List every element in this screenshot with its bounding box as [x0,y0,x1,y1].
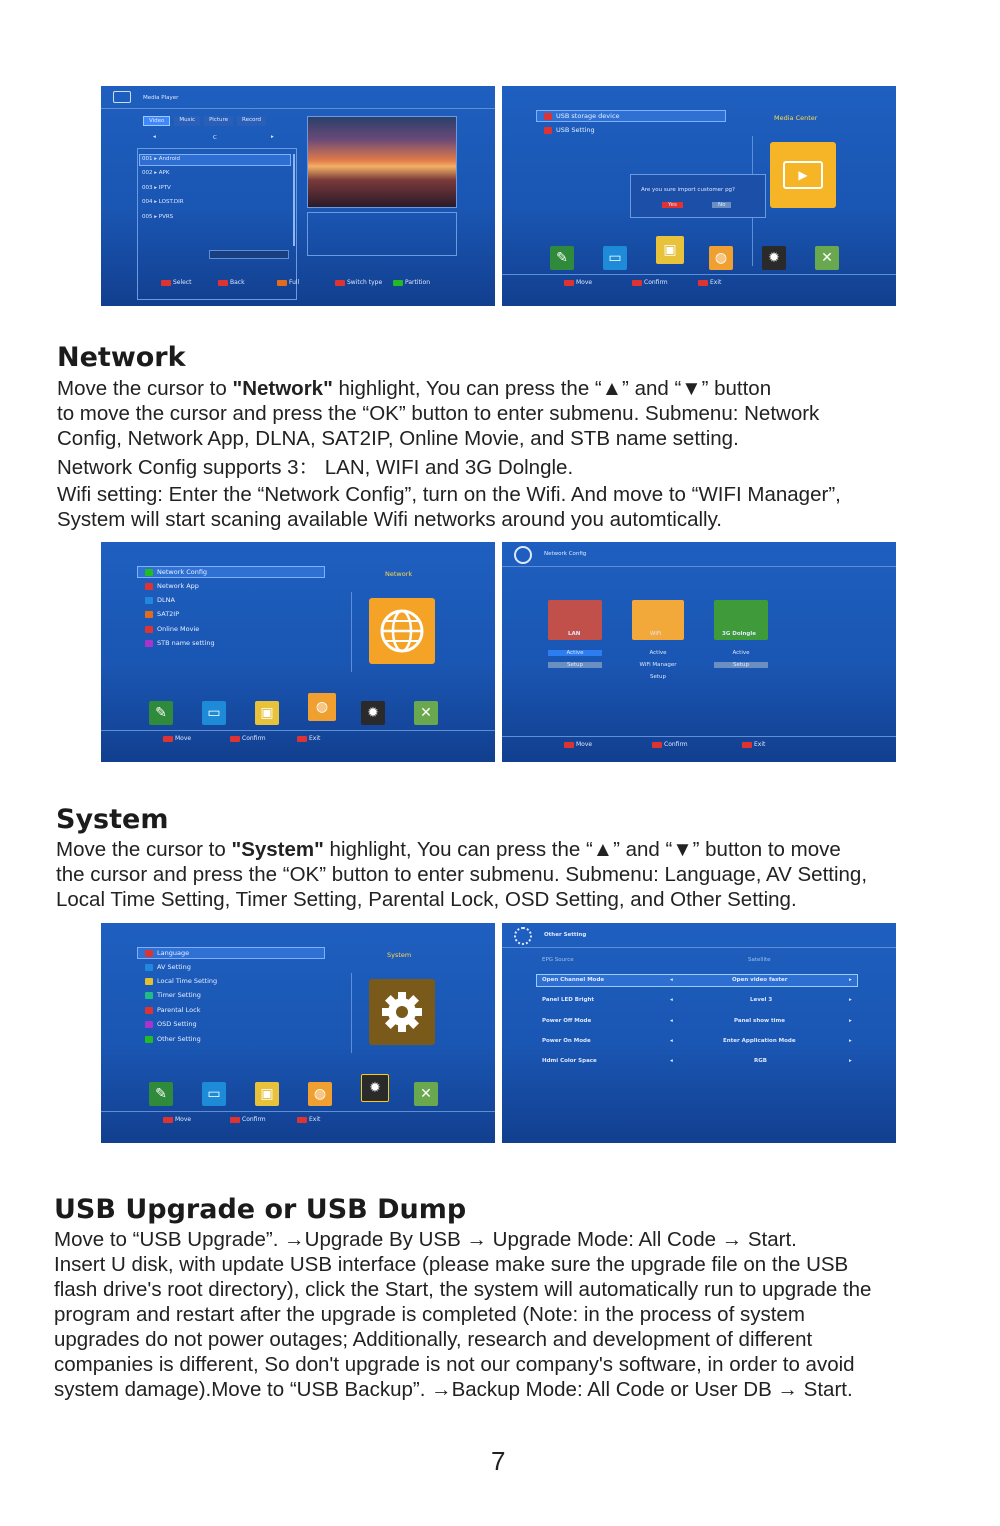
tv-icon[interactable]: ▭ [202,1082,226,1106]
menu-item-language[interactable]: Language [145,949,189,957]
network-line-3: Config, Network App, DLNA, SAT2IP, Online Movie, and STB name setting. [57,427,739,450]
footer-move: Move [163,735,191,742]
video-preview [307,116,457,208]
setting-label-epg: EPG Source [542,957,574,963]
setting-label-power-off[interactable]: Power Off Mode [542,1018,592,1024]
network-config-screenshot [502,542,896,762]
media-player-icon [113,91,131,103]
menu-item-other-setting[interactable]: Other Setting [145,1035,201,1043]
media-center-screenshot [502,86,896,306]
path-label: C [213,135,217,141]
menu-item-network-config[interactable]: Network Config [145,568,207,576]
chevron-right-icon[interactable]: ▸ [849,997,852,1003]
satellite-icon[interactable]: ✎ [149,701,173,725]
footer-exit: Exit [742,741,765,748]
section-title: Network [385,570,413,578]
gear-icon[interactable]: ✹ [361,1074,389,1102]
lan-setup-button[interactable]: Setup [548,662,602,668]
setting-value-open-channel: Open video faster [732,977,788,983]
other-setting-title: Other Setting [544,932,587,938]
menu-item-av-setting[interactable]: AV Setting [145,963,191,971]
gear-icon[interactable]: ✹ [762,246,786,270]
footer-select: Select [161,279,192,286]
globe-icon[interactable]: ◍ [709,246,733,270]
dialog-no-button[interactable]: No [712,202,731,208]
footer-move: Move [163,1116,191,1123]
usb-line-3: flash drive's root directory), click the Start, the system will automatically run to upgrade the [54,1278,872,1301]
media-icon[interactable]: ▣ [656,236,684,264]
usb-line-2: Insert U disk, with update USB interface (please make sure the upgrade file on the USB [54,1253,849,1276]
lan-status[interactable]: Active [548,650,602,656]
setting-label-panel-led[interactable]: Panel LED Bright [542,997,595,1003]
list-item[interactable]: 004 ▸ LOST.DIR [142,199,184,205]
wifi-manager-link[interactable]: WiFi Manager [639,662,677,668]
globe-large-icon [369,598,435,664]
network-line-2: to move the cursor and press the “OK” button to enter submenu. Submenu: Network [57,402,820,425]
footer-confirm: Confirm [230,735,266,742]
footer-confirm: Confirm [652,741,688,748]
footer-partition: Partition [393,279,430,286]
media-icon[interactable]: ▣ [255,701,279,725]
other-setting-screenshot [502,923,896,1143]
volume-bar[interactable] [209,250,289,259]
menu-item-osd-setting[interactable]: OSD Setting [145,1020,197,1028]
chevron-right-icon[interactable]: ▸ [849,1058,852,1064]
usb-line-1: Move to “USB Upgrade”. →Upgrade By USB → Upgrade Mode: All Code → Start. [54,1228,797,1251]
section-title: System [387,951,412,959]
chevron-right-icon[interactable]: ▸ [849,1038,852,1044]
globe-icon[interactable]: ◍ [308,1082,332,1106]
gear-icon[interactable]: ✹ [361,701,385,725]
chevron-left-icon[interactable]: ◂ [153,134,156,140]
media-player-title: Media Player [143,95,179,101]
tab-record[interactable]: Record [237,116,266,126]
system-line-2: the cursor and press the “OK” button to enter submenu. Submenu: Language, AV Setting, [56,863,868,886]
footer-back: Back [218,279,245,286]
tools-icon[interactable]: ✕ [414,701,438,725]
network-config-title: Network Config [544,551,587,557]
tools-icon[interactable]: ✕ [414,1082,438,1106]
chevron-right-icon[interactable]: ▸ [271,134,274,140]
menu-item-stb-name[interactable]: STB name setting [145,639,215,647]
footer-exit: Exit [297,1116,320,1123]
media-icon[interactable]: ▣ [255,1082,279,1106]
media-center-icon: ▶ [770,142,836,208]
menu-item-online-movie[interactable]: Online Movie [145,625,199,633]
dongle-label: 3G Dolngle [722,631,756,637]
dialog-yes-button[interactable]: Yes [662,202,683,208]
network-line-5: Wifi setting: Enter the “Network Config”, turn on the Wifi. And move to “WIFI Manager”, [57,483,841,506]
system-heading: System [56,804,169,835]
page-number: 7 [491,1446,506,1476]
system-line-1: Move the cursor to "System" highlight, You can press the “▲” and “▼” button to move [56,838,841,861]
menu-item-sat2ip[interactable]: SAT2IP [145,610,179,618]
media-player-screenshot [101,86,495,306]
tab-picture[interactable]: Picture [204,116,233,126]
section-title: Media Center [774,114,818,122]
footer-exit: Exit [698,279,721,286]
chevron-left-icon[interactable]: ◂ [670,1058,673,1064]
setting-value-panel-led: Level 3 [750,997,773,1003]
footer-move: Move [564,279,592,286]
globe-icon [514,546,532,564]
footer-switch-type: Switch type [335,279,382,286]
menu-item-parental-lock[interactable]: Parental Lock [145,1006,201,1014]
tv-icon[interactable]: ▭ [603,246,627,270]
gear-large-icon [369,979,435,1045]
menu-item-usb-storage[interactable]: USB storage device [544,112,620,120]
list-item[interactable]: 001 ▸ Android [142,156,181,162]
satellite-icon[interactable]: ✎ [550,246,574,270]
chevron-right-icon[interactable]: ▸ [849,977,852,983]
menu-item-timer-setting[interactable]: Timer Setting [145,991,201,999]
tools-icon[interactable]: ✕ [815,246,839,270]
chevron-left-icon[interactable]: ◂ [670,1018,673,1024]
network-line-4: Network Config supports 3： LAN, WIFI and 3G Dolngle. [57,456,574,479]
chevron-right-icon[interactable]: ▸ [849,1018,852,1024]
setting-label-open-channel[interactable]: Open Channel Mode [542,977,605,983]
footer-move: Move [564,741,592,748]
satellite-icon[interactable]: ✎ [149,1082,173,1106]
wifi-label: WiFi [650,631,662,637]
setting-value-epg: Satellite [748,957,771,963]
chevron-left-icon[interactable]: ◂ [670,977,673,983]
footer-exit: Exit [297,735,320,742]
tab-video[interactable]: Video [143,116,170,126]
menu-item-network-app[interactable]: Network App [145,582,199,590]
setting-value-hdmi-color: RGB [754,1058,767,1064]
dongle-setup-button[interactable]: Setup [714,662,768,668]
usb-line-7: system damage).Move to “USB Backup”. →Backup Mode: All Code or User DB → Start. [54,1378,853,1401]
menu-item-local-time[interactable]: Local Time Setting [145,977,217,985]
dongle-status: Active [732,650,750,656]
usb-line-6: companies is different, So don't upgrade is not our company's software, in order to avoid [54,1353,855,1376]
footer-confirm: Confirm [632,279,668,286]
wifi-setup-link[interactable]: Setup [649,674,666,680]
setting-label-power-on[interactable]: Power On Mode [542,1038,591,1044]
setting-label-hdmi-color[interactable]: Hdmi Color Space [542,1058,597,1064]
network-heading: Network [57,342,186,373]
usb-heading: USB Upgrade or USB Dump [54,1194,467,1225]
usb-line-5: upgrades do not power outages; Additionally, research and development of different [54,1328,813,1351]
tv-icon[interactable]: ▭ [202,701,226,725]
network-line-6: System will start scaning available Wifi networks around you automtically. [57,508,722,531]
confirm-dialog [630,174,766,218]
chevron-left-icon[interactable]: ◂ [670,997,673,1003]
menu-item-usb-setting[interactable]: USB Setting [544,126,595,134]
system-line-3: Local Time Setting, Timer Setting, Parental Lock, OSD Setting, and Other Setting. [56,888,797,911]
usb-line-4: program and restart after the upgrade is completed (Note: in the process of system [54,1303,805,1326]
dialog-text: Are you sure import customer pg? [641,187,735,193]
gear-icon [514,927,532,945]
chevron-left-icon[interactable]: ◂ [670,1038,673,1044]
tab-music[interactable]: Music [174,116,200,126]
footer-full: Full [277,279,299,286]
menu-item-dlna[interactable]: DLNA [145,596,175,604]
network-menu-screenshot [101,542,495,762]
setting-value-power-on: Enter Application Mode [723,1038,796,1044]
list-item[interactable]: 005 ▸ PVRS [142,214,174,220]
lan-label: LAN [568,631,581,637]
globe-icon[interactable]: ◍ [308,693,336,721]
system-menu-screenshot [101,923,495,1143]
list-item[interactable]: 002 ▸ APK [142,170,170,176]
setting-value-power-off: Panel show time [734,1018,785,1024]
wifi-status: Active [649,650,667,656]
network-line-1: Move the cursor to "Network" highlight, You can press the “▲” and “▼” button [57,377,772,400]
list-item[interactable]: 003 ▸ IPTV [142,185,171,191]
scrollbar[interactable] [293,154,295,246]
footer-confirm: Confirm [230,1116,266,1123]
